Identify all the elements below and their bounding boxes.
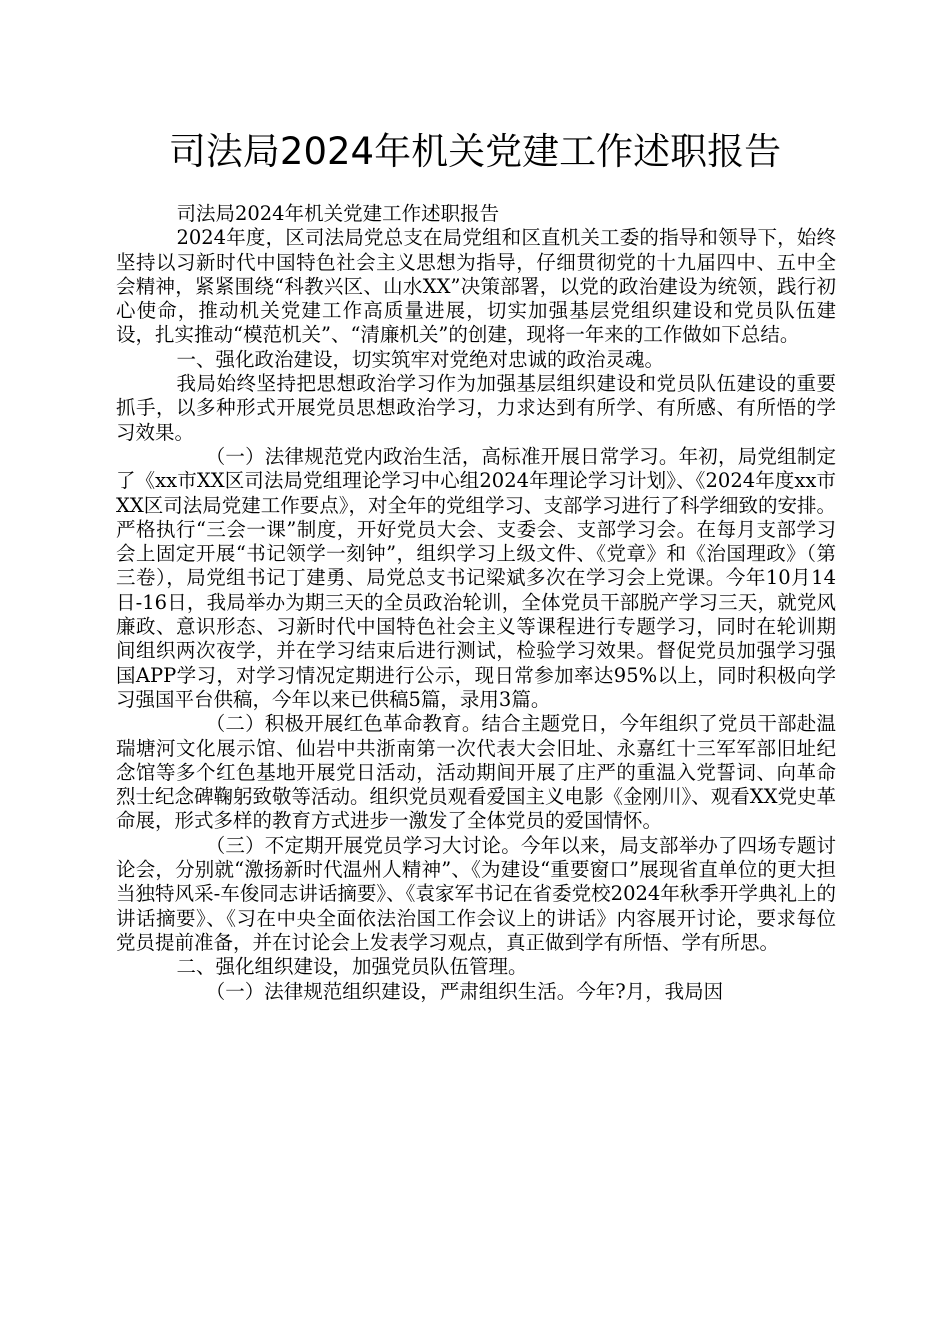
section-heading-2: 二、强化组织建设，加强党员队伍管理。: [176, 955, 528, 979]
subsection-paragraph-1-2: （二）积极开展红色革命教育。结合主题党日，今年组织了党员干部赴温瑞塘河文化展示馆、仙岩中共浙南第一次代表大会旧址、永嘉红十三军军部旧址纪念馆等多个红色基地开展党日活动，活动期间开展了庄严的重温入党誓词、向革命烈士纪念碑鞠躬致敬等活动。组织党员观看爱国主义电影《金刚川》、观看XX党史革命展，形式多样的教育方式进步一激发了全体党员的爱国情怀。: [116, 712, 837, 833]
subsection-paragraph-1-3: （三）不定期开展党员学习大讨论。今年以来，局支部举办了四场专题讨论会，分别就“激扬新时代温州人精神”、《为建设“重要窗口”展现省直单位的更大担当独特风采-车俊同志讲话摘要》、《袁家军书记在省委党校2024年秋季开学典礼上的讲话摘要》、《习在中央全面依法治国工作会议上的讲话》内容展开讨论，要求每位党员提前准备，并在讨论会上发表学习观点，真正做到学有所悟、学有所思。: [116, 833, 836, 954]
body-paragraph: 我局始终坚持把思想政治学习作为加强基层组织建设和党员队伍建设的重要抓手，以多种形式开展党员思想政治学习，力求达到有所学、有所感、有所悟的学习效果。: [116, 372, 836, 444]
subtitle-paragraph: 司法局2024年机关党建工作述职报告: [176, 202, 500, 225]
subsection-paragraph-1-1: （一）法律规范党内政治生活，高标准开展日常学习。年初，局党组制定了《xx市XX区司法局党组理论学习中心组2024年理论学习计划》、《2024年度xx市XX区司法局党建工作要点》，对全年的党组学习、支部学习进行了科学细致的安排。严格执行“三会一课”制度，开好党员大会、支委会、支部学习会。在每月支部学习会上固定开展“书记领学一刻钟”，组织学习上级文件、《党章》和《治国理政》（第三卷），局党组书记丁建勇、局党总支书记梁斌多次在学习会上党课。今年10月14日-16日，我局举办为期三天的全员政治轮训，全体党员干部脱产学习三天，就党风廉政、意识形态、习新时代中国特色社会主义等课程进行专题学习，同时在轮训期间组织两次夜学，并在学习结束后进行测试，检验学习效果。督促党员加强学习强国APP学习，对学习情况定期进行公示，现日常参加率达95%以上，同时积极向学习强国平台供稿，今年以来已供稿5篇，录用3篇。: [116, 444, 837, 711]
intro-paragraph: 2024年度，区司法局党总支在局党组和区直机关工委的指导和领导下，始终坚持以习新时代中国特色社会主义思想为指导，仔细贯彻党的十九届四中、五中全会精神，紧紧围绕“科教兴区、山水XX”决策部署，以党的政治建设为统领，践行初心使命，推动机关党建工作高质量进展，切实加强基层党组织建设和党员队伍建设，扎实推动“模范机关”、“清廉机关”的创建，现将一年来的工作做如下总结。: [116, 226, 836, 347]
document-body: [116, 202, 836, 1004]
document-title: 司法局2024年机关党建工作述职报告: [168, 130, 782, 173]
subsection-paragraph-2-1: （一）法律规范组织建设，严肃组织生活。今年?月，我局因: [205, 979, 724, 1003]
section-heading-1: 一、强化政治建设，切实筑牢对党绝对忠诚的政治灵魂。: [176, 347, 664, 371]
